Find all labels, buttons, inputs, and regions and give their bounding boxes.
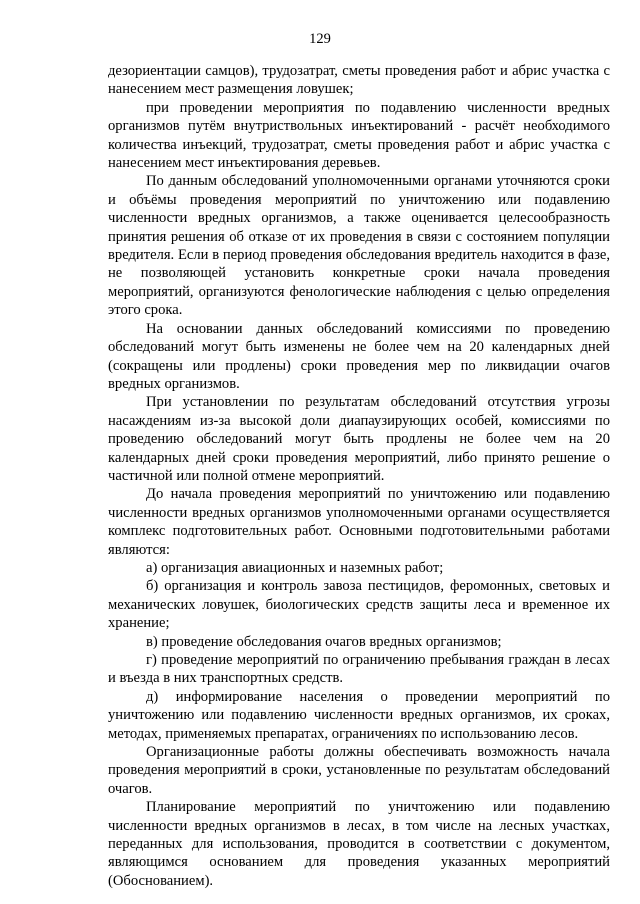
paragraph-continuation: дезориентации самцов), трудозатрат, сметы проведения работ и абрис участка с нанесением мест размещения ловушек; — [108, 63, 610, 98]
paragraph-no-threat: При установлении по результатам обследований отсутствия угрозы насаждениям из-за высокой доли диапаузирующих особей, комиссиями по проведению обследований могут быть продлены не более чем на 20 календарных дней сроки проведения мероприятий, либо принято решение о частичной или полной отмене мероприятий. — [108, 394, 610, 484]
paragraph-planning: Планирование мероприятий по уничтожению или подавлению численности вредных организмов в лесах, в том числе на лесных участках, переданных для использования, проводится в соответствии с документом, являющимся основанием для проведения указанных мероприятий (Обоснованием). — [108, 799, 610, 889]
list-item-b: б) организация и контроль завоза пестицидов, феромонных, световых и механических ловушек, биологических средств защиты леса и временное их хранение; — [108, 578, 610, 632]
paragraph-preparatory-works: До начала проведения мероприятий по уничтожению или подавлению численности вредных организмов уполномоченными органами осуществляется комплекс подготовительных работ. Основными подготовительными работами являются: — [108, 486, 610, 558]
paragraph-survey-data: По данным обследований уполномоченными органами уточняются сроки и объёмы проведения мероприятий по уничтожению или подавлению численности вредных организмов, а также оценивается целесообразность принятия решения об отказе от их проведения в связи с состоянием популяции вредителя. Если в период проведения обследования вредитель находится в фазе, не позволяющей установить конкретные сроки начала проведения мероприятий, организуются фенологические наблюдения с целью определения этого срока. — [108, 173, 610, 319]
list-item-a: а) организация авиационных и наземных работ; — [146, 559, 444, 576]
list-item-v: в) проведение обследования очагов вредных организмов; — [146, 633, 502, 650]
list-item-d: д) информирование населения о проведении мероприятий по уничтожению или подавлению численности вредных организмов, их сроках, методах, применяемых препаратах, ограничениях по использованию лесов. — [108, 688, 610, 742]
paragraph-organizational-works: Организационные работы должны обеспечивать возможность начала проведения мероприятий в сроки, установленные по результатам обследований очагов. — [108, 744, 610, 797]
paragraph-commission-change: На основании данных обследований комиссиями по проведению обследований могут быть изменены не более чем на 20 календарных дней (сокращены или продлены) сроки проведения мер по ликвидации очагов вредных организмов. — [108, 320, 610, 392]
list-item-g: г) проведение мероприятий по ограничению пребывания граждан в лесах и въезда в них транспортных средств. — [108, 652, 610, 687]
page-number: 129 — [309, 31, 331, 47]
paragraph-injection: при проведении мероприятия по подавлению численности вредных организмов путём внутриствольных инъектирований - расчёт необходимого количества инъекций, трудозатрат, сметы проведения работ и абрис участка с нанесением мест инъектирования деревьев. — [108, 99, 610, 172]
document-body — [108, 62, 610, 890]
